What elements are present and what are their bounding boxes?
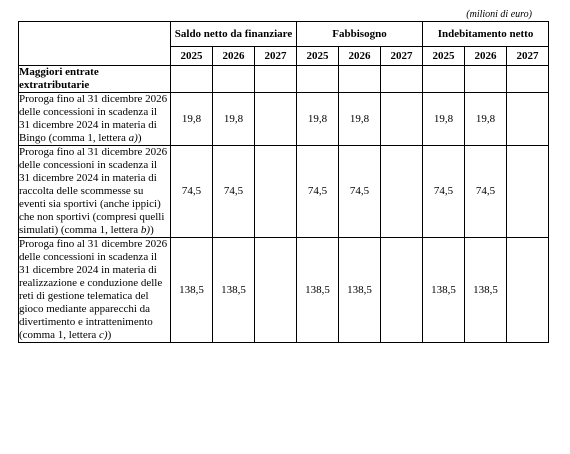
saldo-2025-value: 138,5	[171, 238, 213, 343]
indebitamento-2026-value: 19,8	[465, 93, 507, 146]
year-header: 2026	[465, 47, 507, 66]
empty-cell	[213, 66, 255, 93]
indebitamento-2026-value: 138,5	[465, 238, 507, 343]
description-close: )	[107, 329, 112, 341]
indebitamento-2027-value	[507, 238, 549, 343]
fabbisogno-2027-value	[381, 146, 423, 238]
indebitamento-2027-value	[507, 93, 549, 146]
empty-cell	[255, 66, 297, 93]
empty-cell	[381, 66, 423, 93]
description-letter: c)	[99, 329, 108, 341]
fabbisogno-2027-value	[381, 238, 423, 343]
fabbisogno-2025-value: 74,5	[297, 146, 339, 238]
fabbisogno-2026-value: 74,5	[339, 146, 381, 238]
empty-cell	[339, 66, 381, 93]
financial-effects-table	[18, 21, 549, 343]
year-header: 2026	[213, 47, 255, 66]
description-text: Proroga fino al 31 dicembre 2026 delle concessioni in scadenza il 31 dicembre 2024 in materia di raccolta delle scommesse su eventi sia sportivi (anche ippici) che non sportivi (compresi quelli simulati) (comma 1, lettera	[19, 146, 168, 236]
description-text: Proroga fino al 31 dicembre 2026 delle concessioni in scadenza il 31 dicembre 2024 in materia di Bingo (comma 1, lettera	[19, 93, 168, 144]
description-close: )	[150, 224, 154, 236]
indebitamento-2025-value: 19,8	[423, 93, 465, 146]
saldo-2026-value: 74,5	[213, 146, 255, 238]
header-group-row	[19, 22, 549, 47]
year-header: 2026	[339, 47, 381, 66]
year-header: 2025	[423, 47, 465, 66]
empty-cell	[297, 66, 339, 93]
header-corner-cell	[19, 22, 171, 66]
empty-cell	[465, 66, 507, 93]
indebitamento-2025-value: 138,5	[423, 238, 465, 343]
table-row-scommesse	[19, 146, 549, 238]
saldo-2026-value: 19,8	[213, 93, 255, 146]
unit-note: (milioni di euro)	[466, 9, 532, 20]
header-saldo-netto: Saldo netto da finanziare	[171, 22, 297, 47]
saldo-2025-value: 74,5	[171, 146, 213, 238]
empty-cell	[507, 66, 549, 93]
saldo-2025-value: 19,8	[171, 93, 213, 146]
fabbisogno-2026-value: 19,8	[339, 93, 381, 146]
section-row	[19, 66, 549, 93]
indebitamento-2027-value	[507, 146, 549, 238]
fabbisogno-2027-value	[381, 93, 423, 146]
description-close: )	[137, 132, 142, 144]
year-header: 2025	[297, 47, 339, 66]
saldo-2027-value	[255, 238, 297, 343]
fabbisogno-2026-value: 138,5	[339, 238, 381, 343]
fabbisogno-2025-value: 138,5	[297, 238, 339, 343]
indebitamento-2026-value: 74,5	[465, 146, 507, 238]
saldo-2026-value: 138,5	[213, 238, 255, 343]
description-text: Proroga fino al 31 dicembre 2026 delle concessioni in scadenza il 31 dicembre 2024 in materia di realizzazione e conduzione delle reti di gestione telematica del gioco mediante apparecchi da divertimento e intrattenimento (comma 1, lettera	[19, 238, 168, 341]
year-header: 2025	[171, 47, 213, 66]
description-letter: a)	[128, 132, 138, 144]
saldo-2027-value	[255, 146, 297, 238]
fabbisogno-2025-value: 19,8	[297, 93, 339, 146]
section-title: Maggiori entrate extratributarie	[19, 66, 171, 93]
row-description	[19, 238, 171, 343]
year-header: 2027	[381, 47, 423, 66]
row-description	[19, 146, 171, 238]
row-description	[19, 93, 171, 146]
empty-cell	[171, 66, 213, 93]
table-row-reti-telematiche	[19, 238, 549, 343]
year-header: 2027	[255, 47, 297, 66]
header-fabbisogno: Fabbisogno	[297, 22, 423, 47]
table-row-bingo	[19, 93, 549, 146]
header-indebitamento-netto: Indebitamento netto	[423, 22, 549, 47]
indebitamento-2025-value: 74,5	[423, 146, 465, 238]
saldo-2027-value	[255, 93, 297, 146]
year-header: 2027	[507, 47, 549, 66]
empty-cell	[423, 66, 465, 93]
description-letter: b)	[140, 224, 151, 236]
